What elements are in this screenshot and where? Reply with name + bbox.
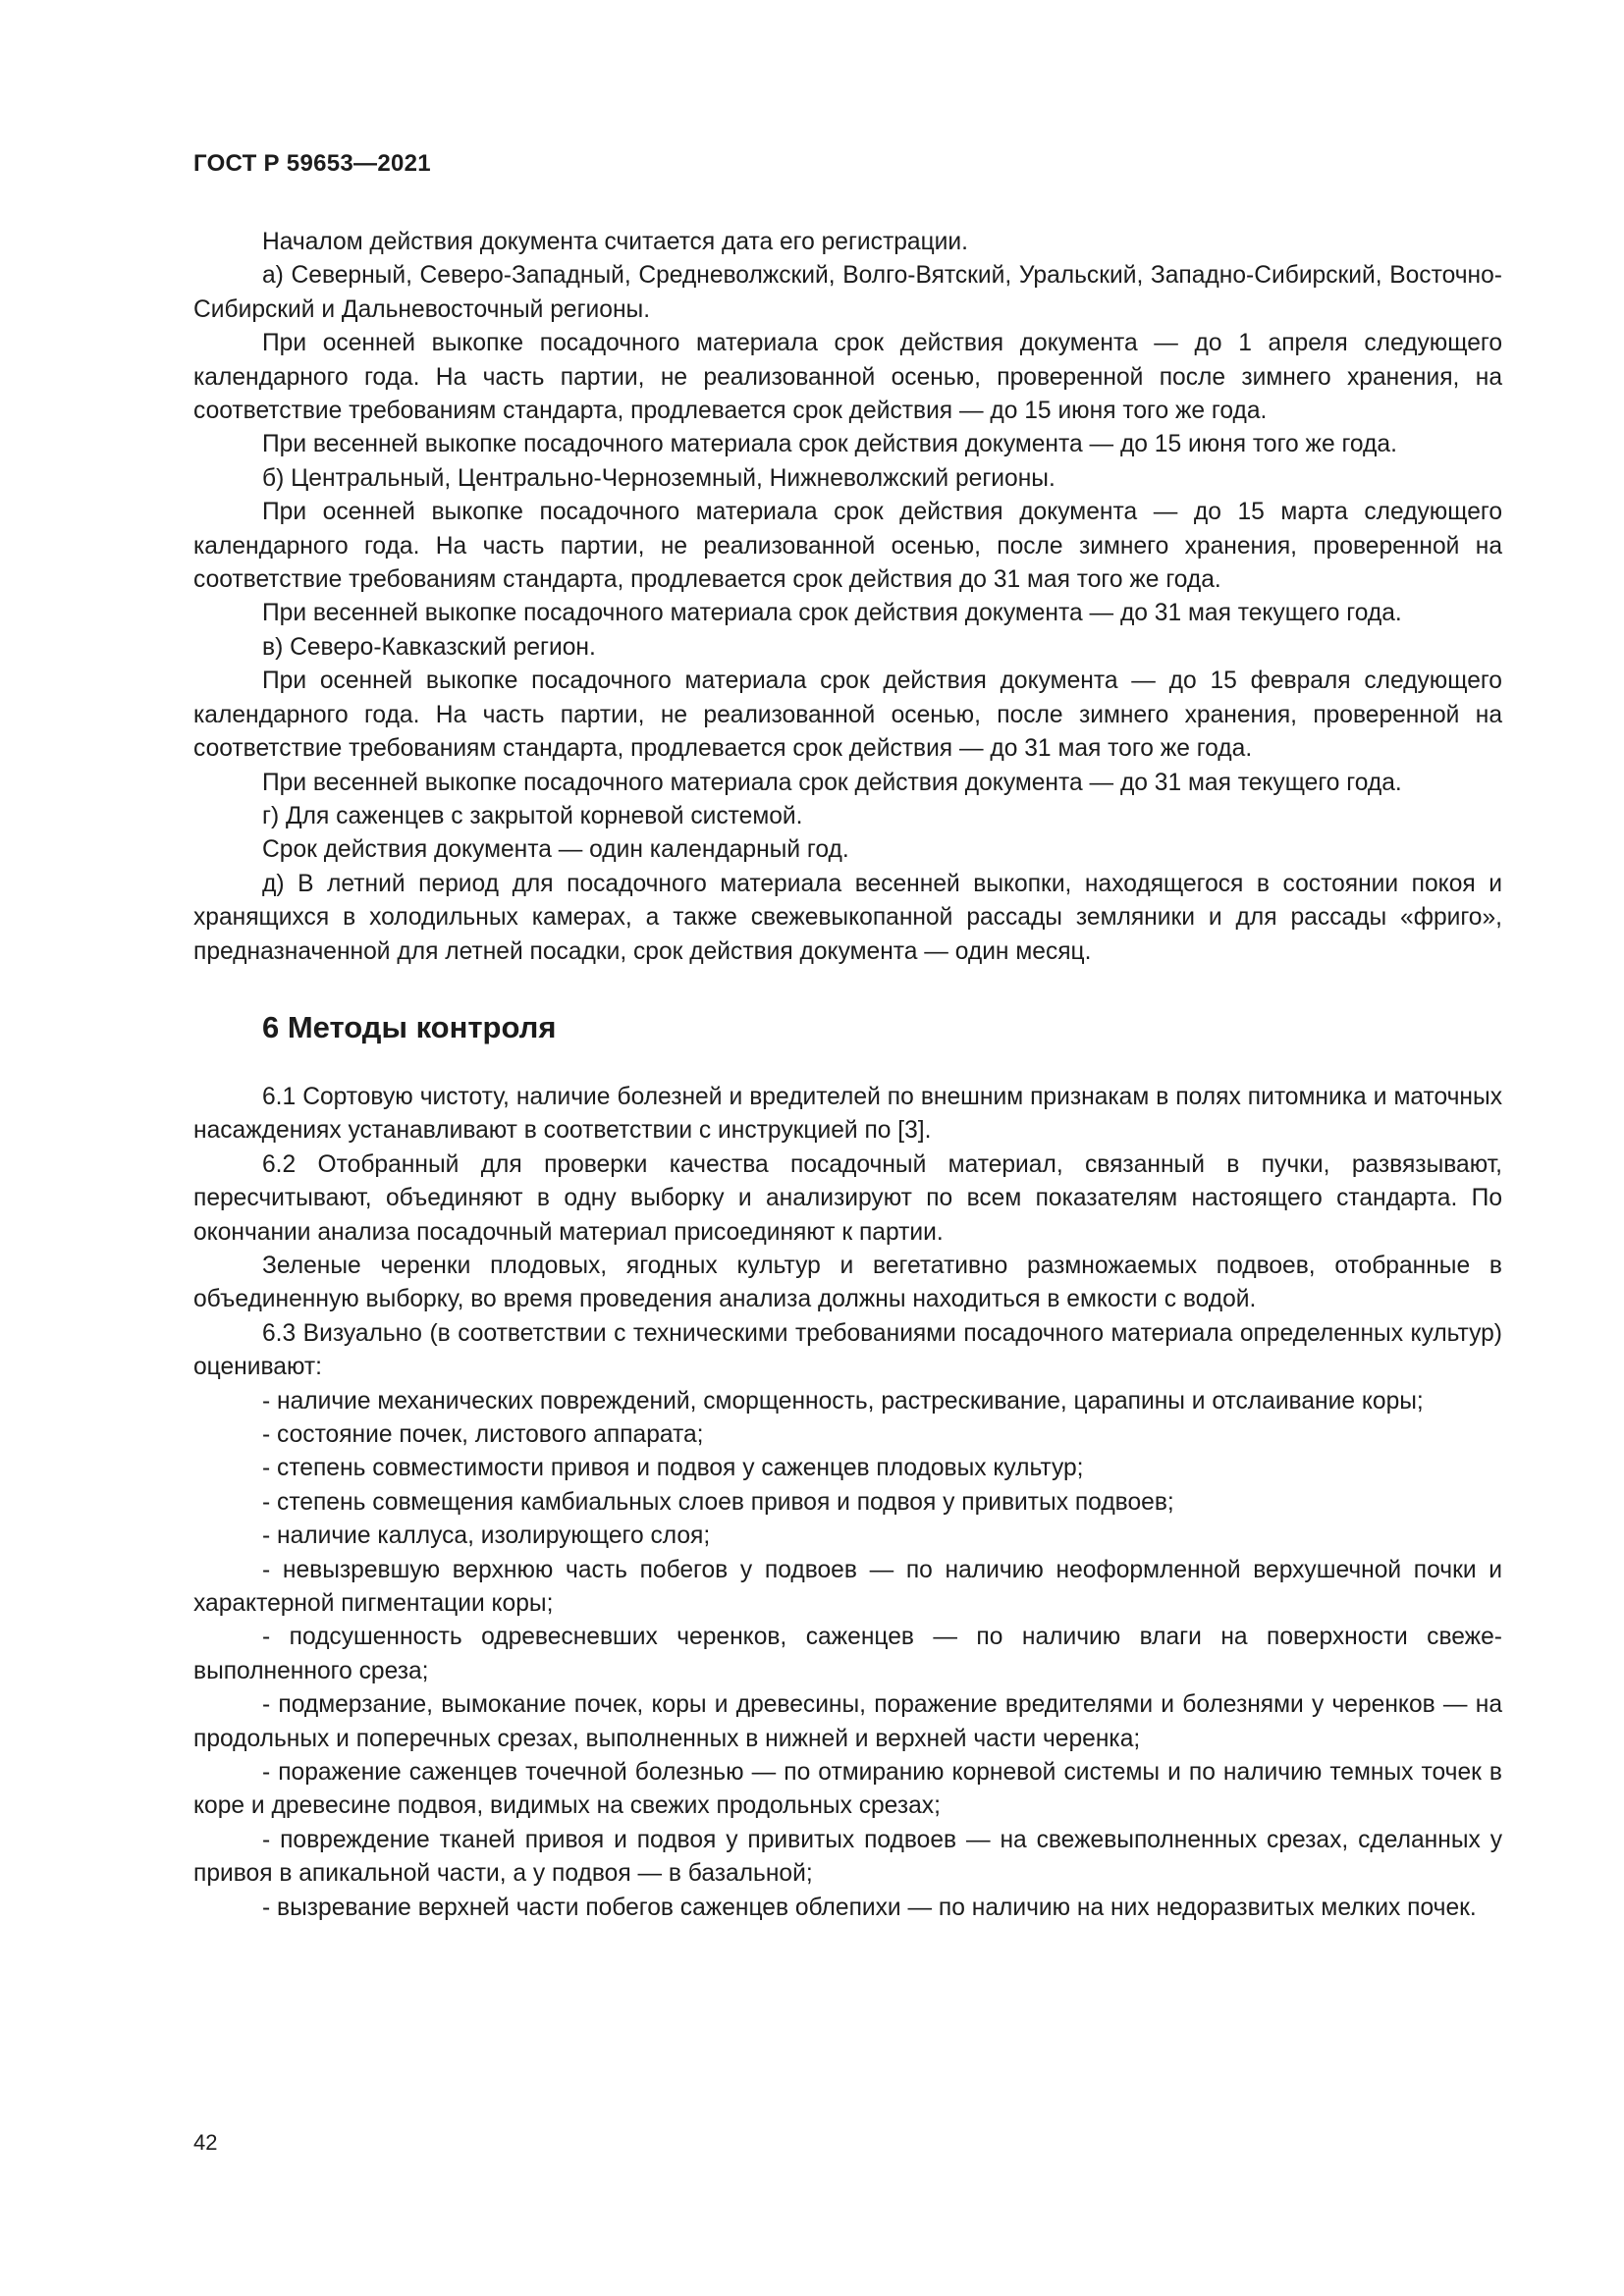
document-body [193, 226, 1502, 1925]
list-item: - подсушенность одревесневших черенков, саженцев — по наличию влаги на поверхности свежевыполненного среза; [193, 1624, 1502, 1684]
paragraph: При осенней выкопке посадочного материала срок действия документа — до 15 февраля следующего календарного года. На часть партии, не реализованной осенью, после зимнего хранения, проверенной на соответствие требованиям стандарта, продлевается срок действия — до 31 мая того же года. [193, 667, 1502, 763]
paragraph: При весенней выкопке посадочного материала срок действия документа — до 15 июня того же года. [262, 431, 1397, 458]
list-item: - подмерзание, вымокание почек, коры и древесины, поражение вредителями и болезнями у черенков — на продольных и поперечных срезах, выполненных в нижней и верхней части черенка; [193, 1691, 1502, 1752]
paragraph: При осенней выкопке посадочного материала срок действия документа — до 15 марта следующего календарного года. На часть партии, не реализованной осенью, после зимнего хранения, проверенной на соответствие требованиям стандарта, продлевается срок действия до 31 мая того же года. [193, 499, 1502, 594]
paragraph: Срок действия документа — один календарный год. [262, 836, 849, 864]
paragraph: Зеленые черенки плодовых, ягодных культур и вегетативно размножаемых подвоев, отобранные в объединенную выборку, во время проведения анализа должны находиться в емкости с водой. [193, 1252, 1502, 1313]
paragraph: а) Северный, Северо-Западный, Средневолжский, Волго-Вятский, Уральский, Западно-Сибирский, Восточно-Сибирский и Дальневосточный регионы. [193, 262, 1502, 323]
list-item: - вызревание верхней части побегов саженцев облепихи — по наличию на них недоразвитых мелких почек. [262, 1894, 1477, 1921]
list-item: - невызревшую верхнюю часть побегов у подвоев — по наличию неоформленной верхушечной почки и характерной пигментации коры; [193, 1556, 1502, 1618]
paragraph: При осенней выкопке посадочного материала срок действия документа — до 1 апреля следующего календарного года. На часть партии, не реализованной осенью, проверенной после зимнего хранения, на соответствие требованиям стандарта, продлевается срок действия — до 15 июня того же года. [193, 330, 1502, 425]
paragraph: 6.3 Визуально (в соответствии с техническими требованиями посадочного материала определенных культур) оценивают: [193, 1319, 1502, 1381]
paragraph: в) Северо-Кавказский регион. [262, 633, 596, 661]
list-item: - степень совместимости привоя и подвоя у саженцев плодовых культур; [262, 1455, 1084, 1482]
list-item: - наличие каллуса, изолирующего слоя; [262, 1522, 711, 1550]
paragraph: 6.1 Сортовую чистоту, наличие болезней и вредителей по внешним признакам в полях питомника и маточных насаждениях устанавливают в соответствии с инструкцией по [3]. [193, 1083, 1502, 1145]
section-title: 6 Методы контроля [262, 1009, 557, 1044]
list-item: - состояние почек, листового аппарата; [262, 1421, 704, 1448]
paragraph: 6.2 Отобранный для проверки качества посадочный материал, связанный в пучки, развязывают, пересчитывают, объединяют в одну выборку и анализируют по всем показателям настоящего стандарта. По окончании анализа посадочный материал присоединяют к партии. [193, 1150, 1502, 1246]
paragraph: При весенней выкопке посадочного материала срок действия документа — до 31 мая текущего года. [262, 600, 1402, 627]
paragraph: д) В летний период для посадочного материала весенней выкопки, находящегося в состоянии покоя и хранящихся в холодильных камерах, а также свежевыкопанной рассады земляники и для рассады «фриго», предназначенной для летней посадки, срок действия документа — один месяц. [193, 870, 1502, 965]
page-number: 42 [193, 2130, 218, 2155]
standard-id-header: ГОСТ Р 59653—2021 [193, 150, 431, 177]
list-item: - степень совмещения камбиальных слоев привоя и подвоя у привитых подвоев; [262, 1488, 1174, 1516]
list-item: - поражение саженцев точечной болезнью — по отмиранию корневой системы и по наличию темных точек в коре и древесине подвоя, видимых на свежих продольных срезах; [193, 1759, 1502, 1820]
paragraph: Началом действия документа считается дата его регистрации. [262, 229, 968, 255]
paragraph: При весенней выкопке посадочного материала срок действия документа — до 31 мая текущего года. [262, 769, 1402, 796]
list-item: - повреждение тканей привоя и подвоя у привитых подвоев — на свежевыполненных срезах, сделанных у привоя в апикальной части, а у подвоя — в базальной; [193, 1826, 1502, 1888]
paragraph: б) Центральный, Центрально-Черноземный, Нижневолжский регионы. [262, 464, 1056, 492]
list-item: - наличие механических повреждений, сморщенность, растрескивание, царапины и отслаивание коры; [262, 1387, 1424, 1415]
paragraph: г) Для саженцев с закрытой корневой системой. [262, 802, 803, 829]
